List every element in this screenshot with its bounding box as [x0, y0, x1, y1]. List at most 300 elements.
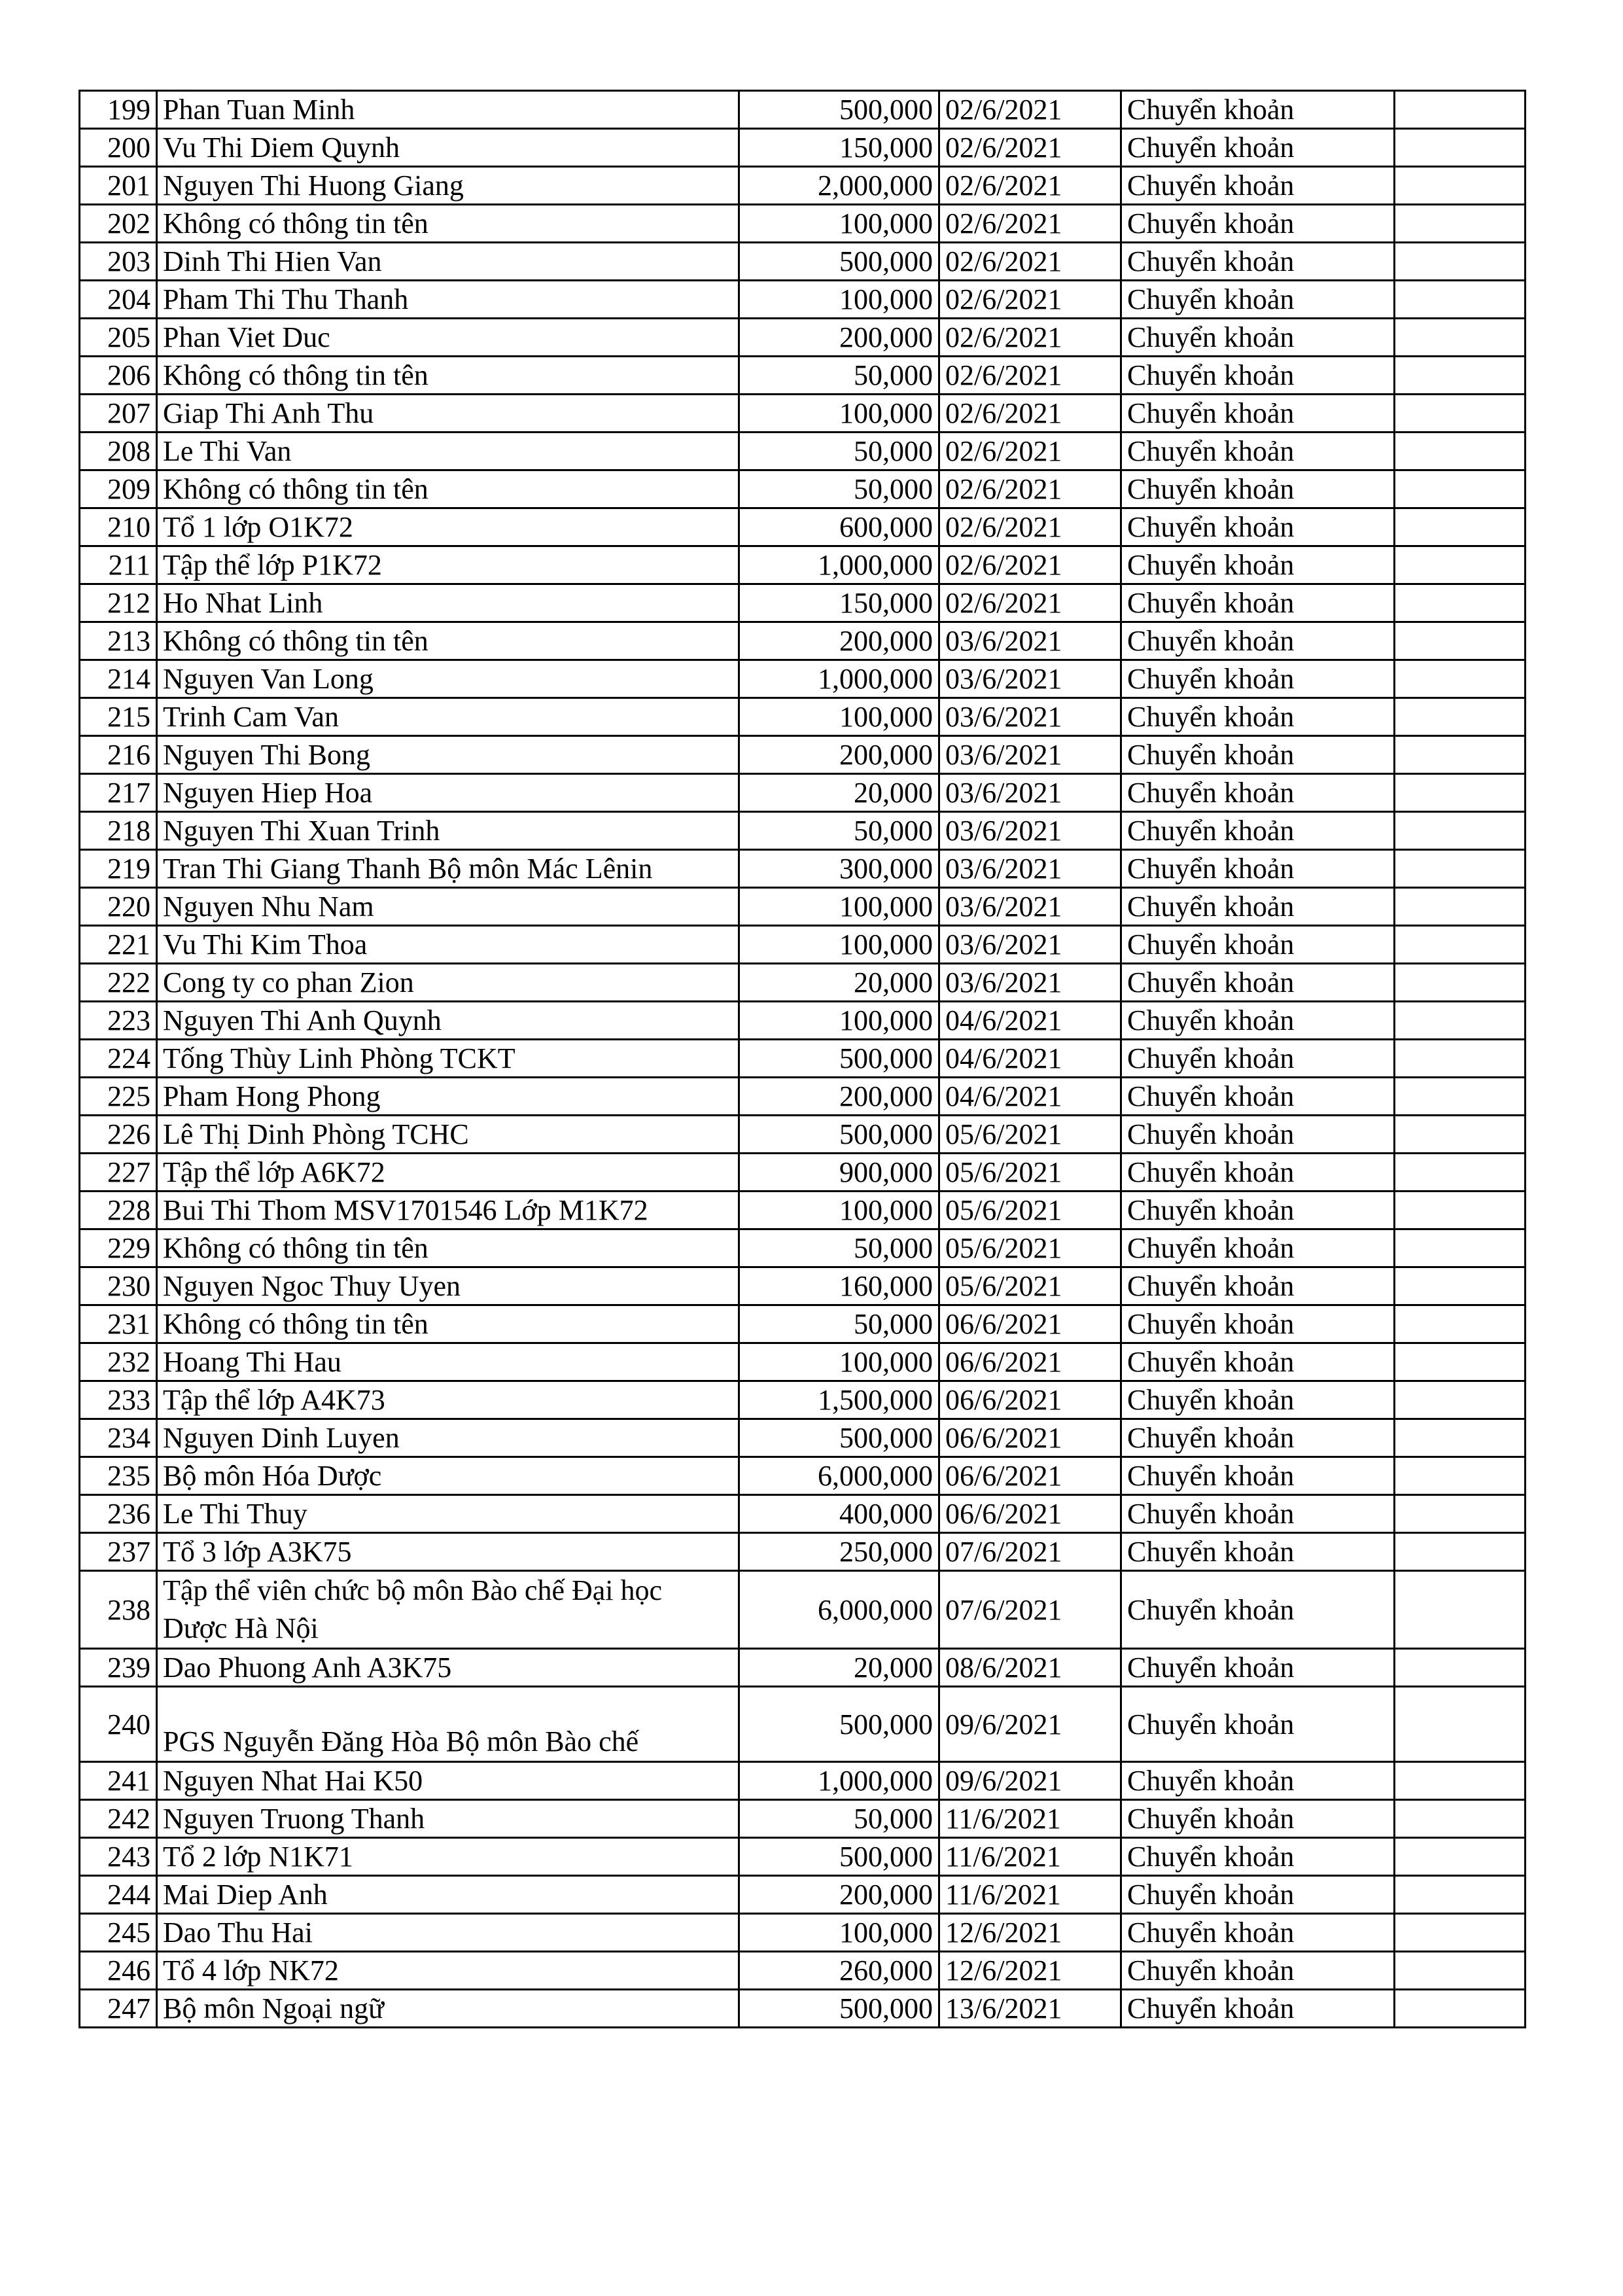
donor-name: Tran Thi Giang Thanh Bộ môn Mác Lênin [157, 850, 739, 888]
payment-method: Chuyển khoản [1121, 1914, 1395, 1952]
note-cell [1395, 584, 1526, 622]
donation-amount: 150,000 [739, 584, 939, 622]
donation-date: 08/6/2021 [939, 1649, 1121, 1687]
payment-method: Chuyển khoản [1121, 1838, 1395, 1876]
donation-amount: 200,000 [739, 1876, 939, 1914]
donor-name: Vu Thi Diem Quynh [157, 129, 739, 167]
donor-name: PGS Nguyễn Đăng Hòa Bộ môn Bào chế [157, 1687, 739, 1762]
payment-method: Chuyển khoản [1121, 546, 1395, 584]
row-number: 218 [80, 812, 157, 850]
row-number: 208 [80, 433, 157, 470]
donation-amount: 260,000 [739, 1952, 939, 1990]
donation-amount: 500,000 [739, 1838, 939, 1876]
row-number: 200 [80, 129, 157, 167]
payment-method: Chuyển khoản [1121, 1990, 1395, 2028]
table-row [80, 508, 1526, 546]
donor-name: Nguyen Van Long [157, 660, 739, 698]
payment-method: Chuyển khoản [1121, 1305, 1395, 1343]
donor-name: Mai Diep Anh [157, 1876, 739, 1914]
table-row [80, 1192, 1526, 1229]
row-number: 227 [80, 1154, 157, 1192]
payment-method: Chuyển khoản [1121, 1457, 1395, 1495]
donation-date: 04/6/2021 [939, 1040, 1121, 1078]
donor-name: Bộ môn Ngoại ngữ [157, 1990, 739, 2028]
donation-amount: 50,000 [739, 1800, 939, 1838]
donation-amount: 200,000 [739, 319, 939, 357]
row-number: 246 [80, 1952, 157, 1990]
note-cell [1395, 129, 1526, 167]
note-cell [1395, 1800, 1526, 1838]
donor-name: Không có thông tin tên [157, 622, 739, 660]
payment-method: Chuyển khoản [1121, 91, 1395, 129]
donation-date: 03/6/2021 [939, 850, 1121, 888]
table-row [80, 1952, 1526, 1990]
table-row [80, 1229, 1526, 1267]
payment-method: Chuyển khoản [1121, 926, 1395, 964]
note-cell [1395, 926, 1526, 964]
payment-method: Chuyển khoản [1121, 433, 1395, 470]
payment-method: Chuyển khoản [1121, 774, 1395, 812]
donation-date: 04/6/2021 [939, 1078, 1121, 1116]
table-row [80, 1381, 1526, 1419]
donation-amount: 500,000 [739, 1990, 939, 2028]
table-row [80, 243, 1526, 281]
payment-method: Chuyển khoản [1121, 736, 1395, 774]
table-row [80, 395, 1526, 433]
donor-name: Ho Nhat Linh [157, 584, 739, 622]
donation-amount: 6,000,000 [739, 1457, 939, 1495]
payment-method: Chuyển khoản [1121, 243, 1395, 281]
payment-method: Chuyển khoản [1121, 1040, 1395, 1078]
row-number: 216 [80, 736, 157, 774]
table-row [80, 736, 1526, 774]
row-number: 213 [80, 622, 157, 660]
donation-amount: 200,000 [739, 622, 939, 660]
donation-date: 06/6/2021 [939, 1495, 1121, 1533]
donation-amount: 1,500,000 [739, 1381, 939, 1419]
row-number: 238 [80, 1571, 157, 1649]
row-number: 203 [80, 243, 157, 281]
row-number: 230 [80, 1267, 157, 1305]
donor-name: Hoang Thi Hau [157, 1343, 739, 1381]
row-number: 206 [80, 357, 157, 395]
note-cell [1395, 888, 1526, 926]
donor-name: Tập thể lớp A4K73 [157, 1381, 739, 1419]
donation-amount: 100,000 [739, 281, 939, 319]
donor-name: Pham Hong Phong [157, 1078, 739, 1116]
donation-date: 09/6/2021 [939, 1762, 1121, 1800]
payment-method: Chuyển khoản [1121, 1649, 1395, 1687]
donation-table [79, 90, 1526, 2028]
table-row [80, 1457, 1526, 1495]
row-number: 215 [80, 698, 157, 736]
table-row [80, 1305, 1526, 1343]
row-number: 239 [80, 1649, 157, 1687]
payment-method: Chuyển khoản [1121, 584, 1395, 622]
note-cell [1395, 1078, 1526, 1116]
note-cell [1395, 1457, 1526, 1495]
payment-method: Chuyển khoản [1121, 812, 1395, 850]
donation-amount: 20,000 [739, 774, 939, 812]
note-cell [1395, 736, 1526, 774]
donor-name: Phan Tuan Minh [157, 91, 739, 129]
table-row [80, 1914, 1526, 1952]
table-row [80, 319, 1526, 357]
table-row [80, 1990, 1526, 2028]
donation-date: 05/6/2021 [939, 1192, 1121, 1229]
row-number: 234 [80, 1419, 157, 1457]
note-cell [1395, 1687, 1526, 1762]
payment-method: Chuyển khoản [1121, 357, 1395, 395]
donation-date: 03/6/2021 [939, 774, 1121, 812]
donation-date: 02/6/2021 [939, 433, 1121, 470]
donor-name: Không có thông tin tên [157, 470, 739, 508]
payment-method: Chuyển khoản [1121, 1116, 1395, 1154]
payment-method: Chuyển khoản [1121, 1533, 1395, 1571]
row-number: 225 [80, 1078, 157, 1116]
donation-amount: 50,000 [739, 357, 939, 395]
table-row [80, 1762, 1526, 1800]
table-row [80, 926, 1526, 964]
donor-name: Giap Thi Anh Thu [157, 395, 739, 433]
table-row [80, 964, 1526, 1002]
donation-amount: 100,000 [739, 395, 939, 433]
note-cell [1395, 1649, 1526, 1687]
note-cell [1395, 1533, 1526, 1571]
donor-name: Bộ môn Hóa Dược [157, 1457, 739, 1495]
donation-date: 06/6/2021 [939, 1419, 1121, 1457]
donor-name: Nguyen Ngoc Thuy Uyen [157, 1267, 739, 1305]
donation-date: 11/6/2021 [939, 1876, 1121, 1914]
donation-amount: 100,000 [739, 698, 939, 736]
table-row [80, 1040, 1526, 1078]
donation-date: 06/6/2021 [939, 1457, 1121, 1495]
donation-amount: 500,000 [739, 1116, 939, 1154]
row-number: 220 [80, 888, 157, 926]
note-cell [1395, 1990, 1526, 2028]
row-number: 202 [80, 205, 157, 243]
donation-date: 06/6/2021 [939, 1343, 1121, 1381]
note-cell [1395, 508, 1526, 546]
note-cell [1395, 470, 1526, 508]
note-cell [1395, 660, 1526, 698]
donation-amount: 50,000 [739, 433, 939, 470]
row-number: 223 [80, 1002, 157, 1040]
note-cell [1395, 622, 1526, 660]
donation-date: 12/6/2021 [939, 1914, 1121, 1952]
note-cell [1395, 1116, 1526, 1154]
table-row [80, 167, 1526, 205]
donor-name: Cong ty co phan Zion [157, 964, 739, 1002]
donation-date: 03/6/2021 [939, 622, 1121, 660]
payment-method: Chuyển khoản [1121, 1876, 1395, 1914]
donation-date: 02/6/2021 [939, 470, 1121, 508]
row-number: 205 [80, 319, 157, 357]
table-row [80, 1649, 1526, 1687]
table-row [80, 1267, 1526, 1305]
payment-method: Chuyển khoản [1121, 622, 1395, 660]
row-number: 212 [80, 584, 157, 622]
note-cell [1395, 281, 1526, 319]
payment-method: Chuyển khoản [1121, 1192, 1395, 1229]
donation-amount: 50,000 [739, 1305, 939, 1343]
donation-date: 03/6/2021 [939, 888, 1121, 926]
donor-name: Bui Thi Thom MSV1701546 Lớp M1K72 [157, 1192, 739, 1229]
donation-amount: 100,000 [739, 1343, 939, 1381]
row-number: 224 [80, 1040, 157, 1078]
table-row [80, 850, 1526, 888]
donation-date: 02/6/2021 [939, 281, 1121, 319]
donation-date: 05/6/2021 [939, 1267, 1121, 1305]
donor-name: Le Thi Thuy [157, 1495, 739, 1533]
donor-name: Nguyen Thi Anh Quynh [157, 1002, 739, 1040]
donor-name: Phan Viet Duc [157, 319, 739, 357]
payment-method: Chuyển khoản [1121, 1078, 1395, 1116]
table-row [80, 1571, 1526, 1649]
row-number: 243 [80, 1838, 157, 1876]
payment-method: Chuyển khoản [1121, 698, 1395, 736]
table-row [80, 1687, 1526, 1762]
donor-name: Tổ 2 lớp N1K71 [157, 1838, 739, 1876]
donation-amount: 50,000 [739, 812, 939, 850]
note-cell [1395, 698, 1526, 736]
donation-date: 11/6/2021 [939, 1838, 1121, 1876]
donor-name: Nguyen Nhat Hai K50 [157, 1762, 739, 1800]
row-number: 211 [80, 546, 157, 584]
payment-method: Chuyển khoản [1121, 1571, 1395, 1649]
row-number: 247 [80, 1990, 157, 2028]
note-cell [1395, 205, 1526, 243]
donation-amount: 160,000 [739, 1267, 939, 1305]
donation-amount: 20,000 [739, 1649, 939, 1687]
donation-amount: 1,000,000 [739, 546, 939, 584]
donation-date: 03/6/2021 [939, 736, 1121, 774]
table-row [80, 1078, 1526, 1116]
payment-method: Chuyển khoản [1121, 1419, 1395, 1457]
payment-method: Chuyển khoản [1121, 1002, 1395, 1040]
donor-name: Dao Phuong Anh A3K75 [157, 1649, 739, 1687]
donor-name: Trinh Cam Van [157, 698, 739, 736]
note-cell [1395, 1040, 1526, 1078]
donor-name: Tập thể viên chức bộ môn Bào chế Đại học Dược Hà Nội [157, 1571, 739, 1649]
donation-amount: 20,000 [739, 964, 939, 1002]
donation-date: 11/6/2021 [939, 1800, 1121, 1838]
donation-date: 03/6/2021 [939, 698, 1121, 736]
donor-name: Nguyen Thi Bong [157, 736, 739, 774]
payment-method: Chuyển khoản [1121, 1495, 1395, 1533]
donor-name: Tống Thùy Linh Phòng TCKT [157, 1040, 739, 1078]
donation-date: 02/6/2021 [939, 508, 1121, 546]
donation-amount: 600,000 [739, 508, 939, 546]
payment-method: Chuyển khoản [1121, 1687, 1395, 1762]
donation-date: 02/6/2021 [939, 319, 1121, 357]
donation-amount: 100,000 [739, 205, 939, 243]
row-number: 236 [80, 1495, 157, 1533]
note-cell [1395, 395, 1526, 433]
note-cell [1395, 1571, 1526, 1649]
donation-date: 07/6/2021 [939, 1571, 1121, 1649]
note-cell [1395, 1305, 1526, 1343]
row-number: 244 [80, 1876, 157, 1914]
note-cell [1395, 1229, 1526, 1267]
table-row [80, 129, 1526, 167]
donation-date: 13/6/2021 [939, 1990, 1121, 2028]
donor-name: Dinh Thi Hien Van [157, 243, 739, 281]
row-number: 240 [80, 1687, 157, 1762]
donation-amount: 6,000,000 [739, 1571, 939, 1649]
table-row [80, 91, 1526, 129]
donation-amount: 500,000 [739, 1687, 939, 1762]
note-cell [1395, 1762, 1526, 1800]
payment-method: Chuyển khoản [1121, 470, 1395, 508]
donor-name: Dao Thu Hai [157, 1914, 739, 1952]
donor-name: Tổ 4 lớp NK72 [157, 1952, 739, 1990]
donation-date: 03/6/2021 [939, 926, 1121, 964]
donation-amount: 100,000 [739, 1192, 939, 1229]
row-number: 241 [80, 1762, 157, 1800]
donation-amount: 250,000 [739, 1533, 939, 1571]
payment-method: Chuyển khoản [1121, 508, 1395, 546]
note-cell [1395, 167, 1526, 205]
payment-method: Chuyển khoản [1121, 167, 1395, 205]
table-row [80, 433, 1526, 470]
row-number: 226 [80, 1116, 157, 1154]
donation-date: 02/6/2021 [939, 584, 1121, 622]
donation-date: 02/6/2021 [939, 129, 1121, 167]
payment-method: Chuyển khoản [1121, 850, 1395, 888]
row-number: 217 [80, 774, 157, 812]
table-row [80, 357, 1526, 395]
row-number: 229 [80, 1229, 157, 1267]
donation-date: 07/6/2021 [939, 1533, 1121, 1571]
note-cell [1395, 357, 1526, 395]
donor-name: Pham Thi Thu Thanh [157, 281, 739, 319]
donor-name: Nguyen Thi Huong Giang [157, 167, 739, 205]
table-row [80, 1002, 1526, 1040]
donation-date: 02/6/2021 [939, 167, 1121, 205]
note-cell [1395, 546, 1526, 584]
donor-name: Nguyen Nhu Nam [157, 888, 739, 926]
note-cell [1395, 1267, 1526, 1305]
payment-method: Chuyển khoản [1121, 964, 1395, 1002]
donor-name: Nguyen Dinh Luyen [157, 1419, 739, 1457]
note-cell [1395, 812, 1526, 850]
note-cell [1395, 243, 1526, 281]
row-number: 207 [80, 395, 157, 433]
note-cell [1395, 964, 1526, 1002]
note-cell [1395, 774, 1526, 812]
donation-date: 05/6/2021 [939, 1116, 1121, 1154]
table-row [80, 1800, 1526, 1838]
donor-name: Không có thông tin tên [157, 357, 739, 395]
payment-method: Chuyển khoản [1121, 281, 1395, 319]
donation-table-body [80, 91, 1526, 2028]
donation-amount: 1,000,000 [739, 1762, 939, 1800]
donation-date: 03/6/2021 [939, 812, 1121, 850]
row-number: 237 [80, 1533, 157, 1571]
donation-date: 12/6/2021 [939, 1952, 1121, 1990]
row-number: 201 [80, 167, 157, 205]
donation-amount: 1,000,000 [739, 660, 939, 698]
payment-method: Chuyển khoản [1121, 888, 1395, 926]
row-number: 209 [80, 470, 157, 508]
payment-method: Chuyển khoản [1121, 1952, 1395, 1990]
donation-amount: 100,000 [739, 888, 939, 926]
donation-date: 02/6/2021 [939, 205, 1121, 243]
payment-method: Chuyển khoản [1121, 1229, 1395, 1267]
note-cell [1395, 1838, 1526, 1876]
row-number: 214 [80, 660, 157, 698]
payment-method: Chuyển khoản [1121, 395, 1395, 433]
row-number: 235 [80, 1457, 157, 1495]
donor-name: Nguyen Thi Xuan Trinh [157, 812, 739, 850]
row-number: 210 [80, 508, 157, 546]
note-cell [1395, 1381, 1526, 1419]
payment-method: Chuyển khoản [1121, 129, 1395, 167]
donation-amount: 900,000 [739, 1154, 939, 1192]
table-row [80, 1343, 1526, 1381]
donation-amount: 500,000 [739, 1419, 939, 1457]
donor-name: Tổ 1 lớp O1K72 [157, 508, 739, 546]
table-row [80, 1533, 1526, 1571]
row-number: 232 [80, 1343, 157, 1381]
payment-method: Chuyển khoản [1121, 1267, 1395, 1305]
note-cell [1395, 91, 1526, 129]
table-row [80, 546, 1526, 584]
table-row [80, 584, 1526, 622]
table-row [80, 1154, 1526, 1192]
note-cell [1395, 1154, 1526, 1192]
donor-name: Tổ 3 lớp A3K75 [157, 1533, 739, 1571]
donation-amount: 100,000 [739, 1002, 939, 1040]
row-number: 219 [80, 850, 157, 888]
table-row [80, 281, 1526, 319]
donor-name: Vu Thi Kim Thoa [157, 926, 739, 964]
table-row [80, 1419, 1526, 1457]
table-row [80, 1838, 1526, 1876]
donation-date: 05/6/2021 [939, 1229, 1121, 1267]
note-cell [1395, 433, 1526, 470]
donor-name: Lê Thị Dinh Phòng TCHC [157, 1116, 739, 1154]
donation-amount: 150,000 [739, 129, 939, 167]
donor-name: Nguyen Hiep Hoa [157, 774, 739, 812]
donor-name: Tập thể lớp A6K72 [157, 1154, 739, 1192]
note-cell [1395, 1419, 1526, 1457]
donation-date: 03/6/2021 [939, 660, 1121, 698]
row-number: 228 [80, 1192, 157, 1229]
donation-date: 02/6/2021 [939, 243, 1121, 281]
donation-amount: 2,000,000 [739, 167, 939, 205]
note-cell [1395, 850, 1526, 888]
donation-date: 06/6/2021 [939, 1305, 1121, 1343]
row-number: 245 [80, 1914, 157, 1952]
table-row [80, 1495, 1526, 1533]
row-number: 221 [80, 926, 157, 964]
payment-method: Chuyển khoản [1121, 1154, 1395, 1192]
row-number: 199 [80, 91, 157, 129]
donation-amount: 100,000 [739, 1914, 939, 1952]
note-cell [1395, 319, 1526, 357]
donation-amount: 200,000 [739, 736, 939, 774]
note-cell [1395, 1495, 1526, 1533]
payment-method: Chuyển khoản [1121, 1762, 1395, 1800]
table-row [80, 1876, 1526, 1914]
donation-date: 02/6/2021 [939, 357, 1121, 395]
donation-amount: 400,000 [739, 1495, 939, 1533]
donation-date: 02/6/2021 [939, 395, 1121, 433]
table-row [80, 470, 1526, 508]
row-number: 231 [80, 1305, 157, 1343]
